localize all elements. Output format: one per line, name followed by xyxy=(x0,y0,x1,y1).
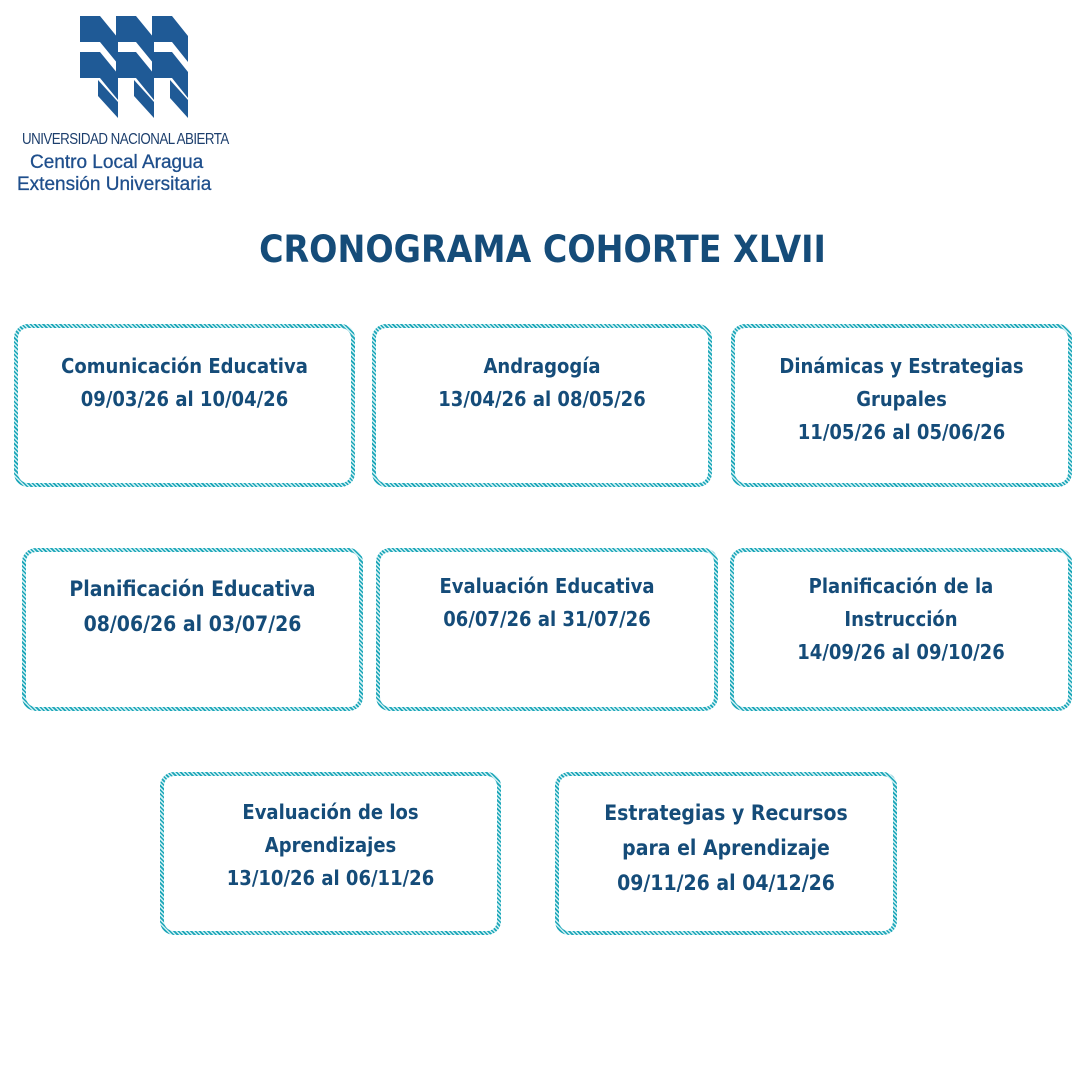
course-dates: 09/03/26 al 10/04/26 xyxy=(80,387,289,411)
course-card-evaluacion-educativa xyxy=(376,548,718,711)
course-name-line-2: Instrucción xyxy=(844,607,958,631)
center-name: Centro Local Aragua xyxy=(30,152,204,173)
department-name: Extensión Universitaria xyxy=(17,174,212,195)
course-dates: 14/09/26 al 09/10/26 xyxy=(797,640,1005,664)
course-dates: 13/04/26 al 08/05/26 xyxy=(438,387,646,411)
course-card-planificacion-instruccion xyxy=(730,548,1072,711)
course-name: Dinámicas y Estrategias xyxy=(779,354,1024,378)
course-name: Planificación de la xyxy=(808,574,994,598)
course-name: Andragogía xyxy=(483,354,601,378)
page-title: CRONOGRAMA COHORTE XLVII xyxy=(259,228,826,271)
course-card-estrategias-recursos-aprendizaje xyxy=(555,772,897,935)
university-name: UNIVERSIDAD NACIONAL ABIERTA xyxy=(22,131,229,148)
course-name: Estrategias y Recursos xyxy=(604,801,848,825)
course-card-andragogia xyxy=(372,324,712,487)
course-dates: 11/05/26 al 05/06/26 xyxy=(797,420,1006,444)
course-name-line-2: Aprendizajes xyxy=(264,833,397,857)
course-card-dinamicas-estrategias-grupales xyxy=(731,324,1072,487)
course-name: Evaluación Educativa xyxy=(439,574,655,598)
course-card-evaluacion-aprendizajes xyxy=(160,772,501,935)
course-name-line-2: Grupales xyxy=(856,387,947,411)
course-dates: 06/07/26 al 31/07/26 xyxy=(443,607,651,631)
una-logo-mark-icon xyxy=(78,14,190,122)
course-dates: 08/06/26 al 03/07/26 xyxy=(83,612,302,636)
course-name-line-2: para el Aprendizaje xyxy=(622,836,830,860)
course-card-comunicacion-educativa xyxy=(14,324,355,487)
course-dates: 13/10/26 al 06/11/26 xyxy=(226,866,435,890)
course-name: Evaluación de los xyxy=(242,800,419,824)
course-card-planificacion-educativa xyxy=(22,548,363,711)
course-dates: 09/11/26 al 04/12/26 xyxy=(617,871,835,895)
university-logo xyxy=(0,0,290,220)
course-name: Comunicación Educativa xyxy=(61,354,308,378)
course-name: Planificación Educativa xyxy=(69,577,316,601)
